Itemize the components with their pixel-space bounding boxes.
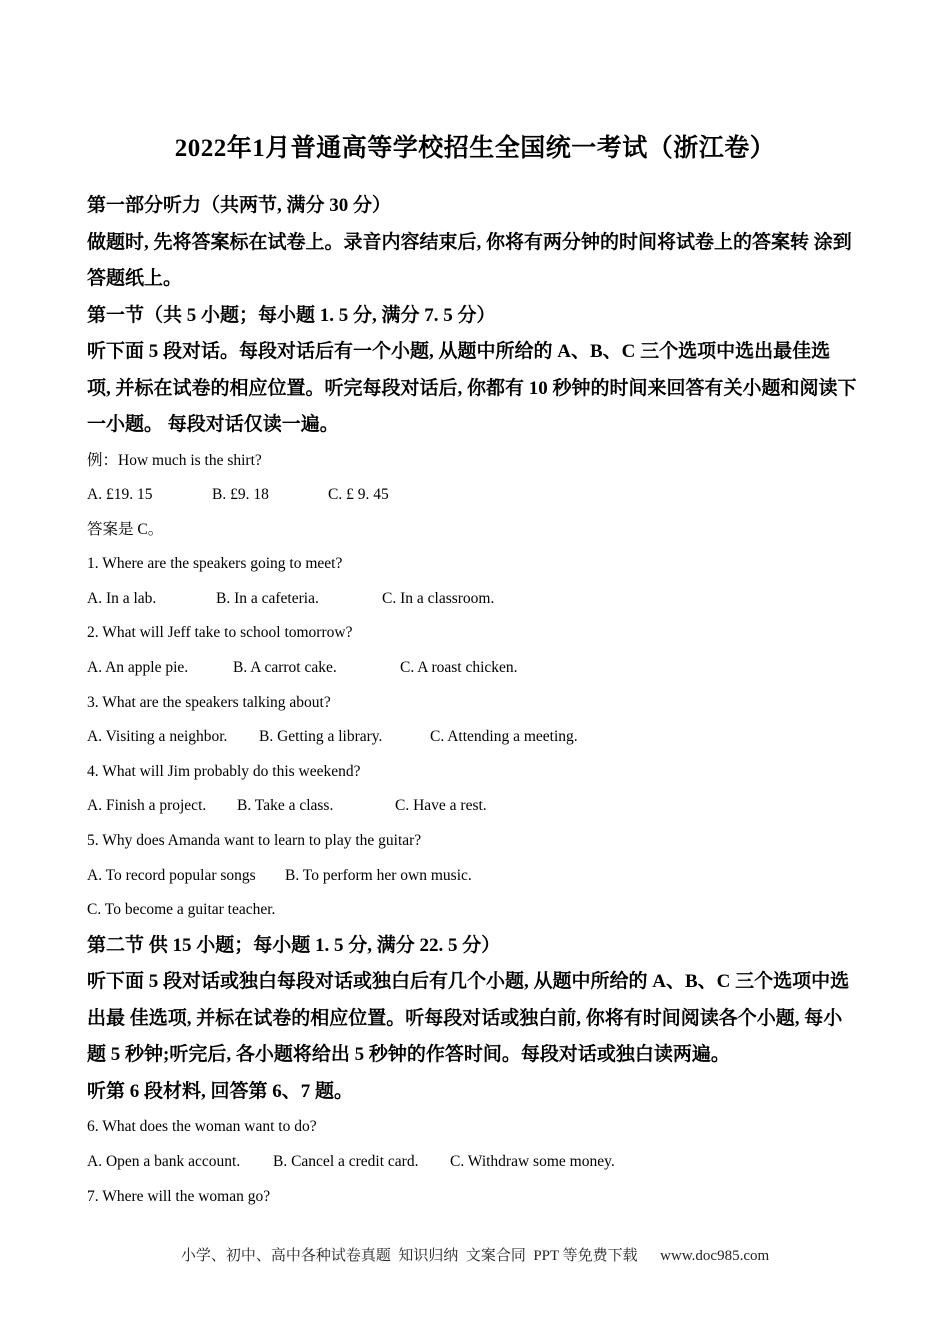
option-c: C. Attending a meeting. [430,728,578,746]
section2-instruction-line2: 出最 佳选项, 并标在试卷的相应位置。听每段对话或独白前, 你将有时间阅读各个小题, 每小 [87,1007,843,1029]
option-c: C. A roast chicken. [400,659,518,677]
question-6-options [87,1145,863,1180]
option-a: A. Open a bank account. [87,1152,241,1170]
question-5-options [87,859,863,894]
question-5: 5. Why does Amanda want to learn to play the guitar? [87,832,422,850]
page-title: 2022年1月普通高等学校招生全国统一考试（浙江卷） [174,135,776,162]
material-6-heading: 听第 6 段材料, 回答第 6、7 题。 [87,1080,354,1102]
example-answer: 答案是 C。 [87,520,164,538]
section2-instruction-line1: 听下面 5 段对话或独白每段对话或独白后有几个小题, 从题中所给的 A、B、C 三个选项中选 [87,971,850,993]
option-a: A. £19. 15 [87,486,153,504]
option-c: C. Withdraw some money. [450,1152,615,1170]
question-2: 2. What will Jeff take to school tomorrow? [87,624,353,642]
footer-url[interactable]: www.doc985.com [660,1248,770,1264]
question-6: 6. What does the woman want to do? [87,1118,317,1136]
question-3-options [87,720,863,755]
example-options [87,478,863,513]
question-4-options [87,789,863,824]
question-1: 1. Where are the speakers going to meet? [87,555,343,573]
part1-instruction-line2: 答题纸上。 [87,268,183,289]
option-c: C. In a classroom. [382,589,495,607]
option-b: B. A carrot cake. [233,659,337,677]
part1-heading: 第一部分听力（共两节, 满分 30 分） [87,195,392,216]
option-a: A. Visiting a neighbor. [87,728,228,746]
section1-instruction-line2: 项, 并标在试卷的相应位置。听完每段对话后, 你都有 10 秒钟的时间来回答有关小题和阅读下 [87,377,857,399]
part1-instruction-line1: 做题时, 先将答案标在试卷上。录音内容结束后, 你将有两分钟的时间将试卷上的答案转 涂到 [87,231,852,253]
option-b: B. Cancel a credit card. [273,1152,419,1170]
option-c: C. Have a rest. [395,797,487,815]
example-question: 例：How much is the shirt? [87,451,262,469]
exam-content [87,188,863,1214]
section1-instruction-line3: 一小题。 每段对话仅读一遍。 [87,414,339,435]
question-3: 3. What are the speakers talking about? [87,693,331,711]
question-7: 7. Where will the woman go? [87,1187,271,1205]
question-5-option-c: C. To become a guitar teacher. [87,901,276,919]
question-4: 4. What will Jim probably do this weekend? [87,762,361,780]
footer-text: 小学、初中、高中各种试卷真题 知识归纳 文案合同 PPT 等免费下载 [180,1248,638,1264]
option-a: A. Finish a project. [87,797,207,815]
option-b: B. In a cafeteria. [216,589,319,607]
option-b: B. Take a class. [237,797,334,815]
option-b: B. To perform her own music. [285,866,472,884]
section1-instruction-line1: 听下面 5 段对话。每段对话后有一个小题, 从题中所给的 A、B、C 三个选项中选出最佳选 [87,341,831,362]
option-c: C. £ 9. 45 [328,486,389,504]
option-a: A. In a lab. [87,589,157,607]
section2-heading: 第二节 供 15 小题；每小题 1. 5 分, 满分 22. 5 分） [87,934,501,956]
option-b: B. £9. 18 [212,486,269,504]
option-a: A. To record popular songs [87,866,256,884]
section2-instruction-line3: 题 5 秒钟;听完后, 各小题将给出 5 秒钟的作答时间。每段对话或独白读两遍。 [87,1044,730,1066]
section1-heading: 第一节（共 5 小题；每小题 1. 5 分, 满分 7. 5 分） [87,304,496,326]
option-a: A. An apple pie. [87,659,189,677]
question-1-options [87,582,863,617]
option-b: B. Getting a library. [259,728,383,746]
page-footer [0,1244,950,1265]
question-2-options [87,651,863,686]
